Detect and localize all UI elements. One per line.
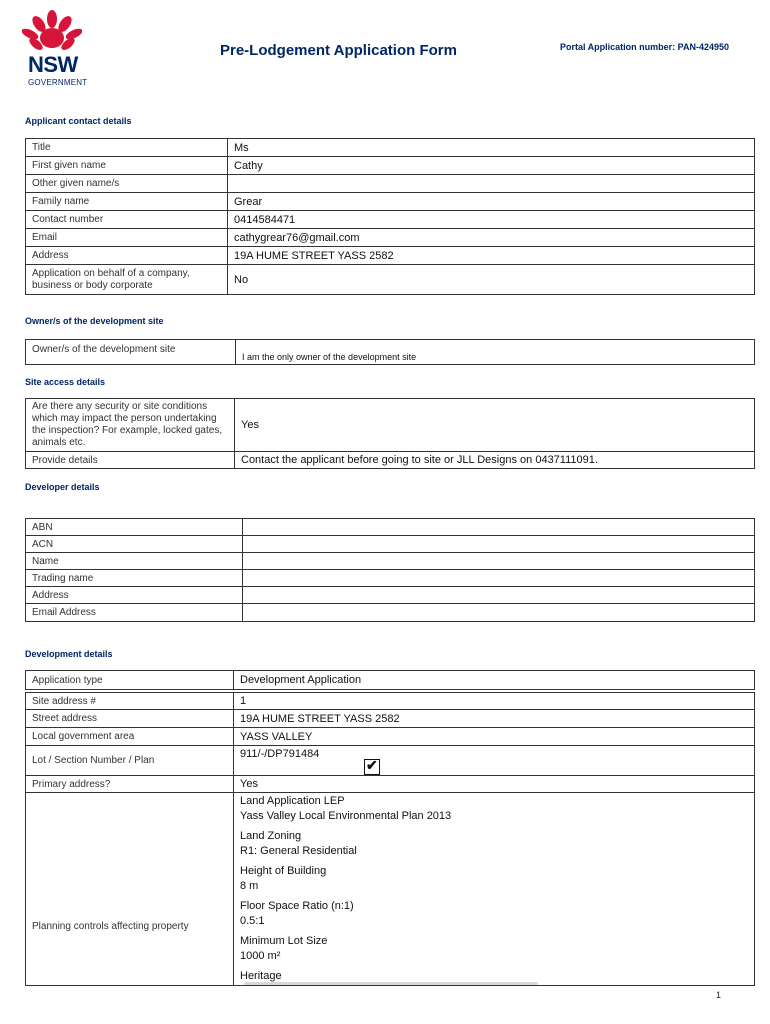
field-label: Email Address bbox=[26, 604, 243, 622]
field-value: Yes bbox=[235, 399, 755, 452]
logo-subtext: GOVERNMENT bbox=[28, 78, 88, 87]
field-value: Cathy bbox=[228, 157, 755, 175]
field-value: Contact the applicant before going to site or JLL Designs on 0437111091. bbox=[235, 452, 755, 469]
table-row bbox=[26, 211, 755, 229]
field-value: Grear bbox=[228, 193, 755, 211]
lot-plan-value: 911/-/DP791484 bbox=[240, 748, 320, 760]
field-label: Family name bbox=[26, 193, 228, 211]
field-value bbox=[243, 519, 755, 536]
field-label: Application on behalf of a company, business or body corporate bbox=[26, 265, 228, 295]
table-row bbox=[26, 746, 755, 776]
field-label: Local government area bbox=[26, 728, 234, 746]
application-type-table bbox=[25, 670, 755, 690]
waratah-icon bbox=[22, 10, 82, 54]
logo-text: NSW bbox=[28, 52, 78, 77]
field-value: Ms bbox=[228, 139, 755, 157]
site-address-table bbox=[25, 692, 755, 986]
portal-application-number: Portal Application number: PAN-424950 bbox=[560, 42, 730, 52]
planning-control-title: Heritage bbox=[240, 970, 282, 982]
planning-control-title: Minimum Lot Size bbox=[240, 935, 328, 947]
field-value: Development Application bbox=[234, 671, 755, 690]
developer-table bbox=[25, 518, 755, 622]
field-label: Street address bbox=[26, 710, 234, 728]
table-row bbox=[26, 139, 755, 157]
field-label: Provide details bbox=[26, 452, 235, 469]
table-row bbox=[26, 728, 755, 746]
planning-control-title: Land Zoning bbox=[240, 830, 302, 842]
planning-control-title: Land Application LEP bbox=[240, 795, 345, 807]
planning-control-value: 1000 m² bbox=[240, 950, 281, 962]
field-value bbox=[243, 604, 755, 622]
table-row bbox=[26, 247, 755, 265]
section-heading-site-access: Site access details bbox=[25, 377, 106, 387]
field-value bbox=[228, 175, 755, 193]
field-label: ACN bbox=[26, 536, 243, 553]
field-label: Title bbox=[26, 139, 228, 157]
field-label: Name bbox=[26, 553, 243, 570]
horizontal-scrollbar[interactable] bbox=[244, 982, 538, 985]
field-value: 1 bbox=[234, 693, 755, 710]
field-value: I am the only owner of the development site bbox=[236, 340, 755, 365]
field-value bbox=[243, 587, 755, 604]
field-value: No bbox=[228, 265, 755, 295]
table-row bbox=[26, 452, 755, 469]
planning-control-value: 0.5:1 bbox=[240, 915, 265, 927]
table-row bbox=[26, 793, 755, 986]
planning-control-title: Floor Space Ratio (n:1) bbox=[240, 900, 354, 912]
field-value: Yes bbox=[234, 776, 755, 793]
planning-control-value: 8 m bbox=[240, 880, 259, 892]
field-label: First given name bbox=[26, 157, 228, 175]
field-value: 19A HUME STREET YASS 2582 bbox=[234, 710, 755, 728]
section-heading-owners: Owner/s of the development site bbox=[25, 316, 164, 326]
table-row bbox=[26, 604, 755, 622]
planning-control-title: Height of Building bbox=[240, 865, 327, 877]
field-value bbox=[243, 553, 755, 570]
section-heading-applicant: Applicant contact details bbox=[25, 116, 132, 126]
applicant-table bbox=[25, 138, 755, 295]
primary-address-checkbox[interactable] bbox=[364, 759, 380, 775]
table-row bbox=[26, 587, 755, 604]
nsw-logo bbox=[22, 10, 90, 88]
planning-control-value: R1: General Residential bbox=[240, 845, 357, 857]
field-value bbox=[234, 746, 755, 776]
field-label: Application type bbox=[26, 671, 234, 690]
table-row bbox=[26, 570, 755, 587]
field-label: Planning controls affecting property bbox=[26, 793, 234, 986]
field-label: Site address # bbox=[26, 693, 234, 710]
page-number: 1 bbox=[716, 990, 722, 1000]
field-label: ABN bbox=[26, 519, 243, 536]
table-row bbox=[26, 553, 755, 570]
field-value bbox=[243, 536, 755, 553]
field-label: Are there any security or site conditions which may impact the person undertaking the inspection? For example, locked gates, animals etc. bbox=[26, 399, 235, 452]
table-row bbox=[26, 536, 755, 553]
planning-controls-list bbox=[234, 793, 755, 986]
table-row bbox=[26, 776, 755, 793]
site-access-table bbox=[25, 398, 755, 469]
page-title: Pre-Lodgement Application Form bbox=[220, 42, 457, 59]
table-row bbox=[26, 229, 755, 247]
field-label: Contact number bbox=[26, 211, 228, 229]
table-row bbox=[26, 157, 755, 175]
field-label: Address bbox=[26, 587, 243, 604]
field-label: Lot / Section Number / Plan bbox=[26, 746, 234, 776]
table-row bbox=[26, 193, 755, 211]
field-label: Owner/s of the development site bbox=[26, 340, 236, 365]
section-heading-development: Development details bbox=[25, 649, 113, 659]
field-label: Email bbox=[26, 229, 228, 247]
table-row bbox=[26, 519, 755, 536]
field-label: Primary address? bbox=[26, 776, 234, 793]
table-row bbox=[26, 175, 755, 193]
table-row bbox=[26, 399, 755, 452]
owners-table bbox=[25, 339, 755, 365]
field-value: YASS VALLEY bbox=[234, 728, 755, 746]
field-label: Other given name/s bbox=[26, 175, 228, 193]
check-icon: ✔ bbox=[366, 757, 378, 773]
field-label: Address bbox=[26, 247, 228, 265]
field-value: 19A HUME STREET YASS 2582 bbox=[228, 247, 755, 265]
field-label: Trading name bbox=[26, 570, 243, 587]
planning-control-value: Yass Valley Local Environmental Plan 2013 bbox=[240, 810, 452, 822]
section-heading-developer: Developer details bbox=[25, 482, 100, 492]
table-row bbox=[26, 340, 755, 365]
table-row bbox=[26, 710, 755, 728]
field-value: 0414584471 bbox=[228, 211, 755, 229]
table-row bbox=[26, 693, 755, 710]
table-row bbox=[26, 265, 755, 295]
field-value: cathygrear76@gmail.com bbox=[228, 229, 755, 247]
field-value bbox=[243, 570, 755, 587]
table-row bbox=[26, 671, 755, 690]
